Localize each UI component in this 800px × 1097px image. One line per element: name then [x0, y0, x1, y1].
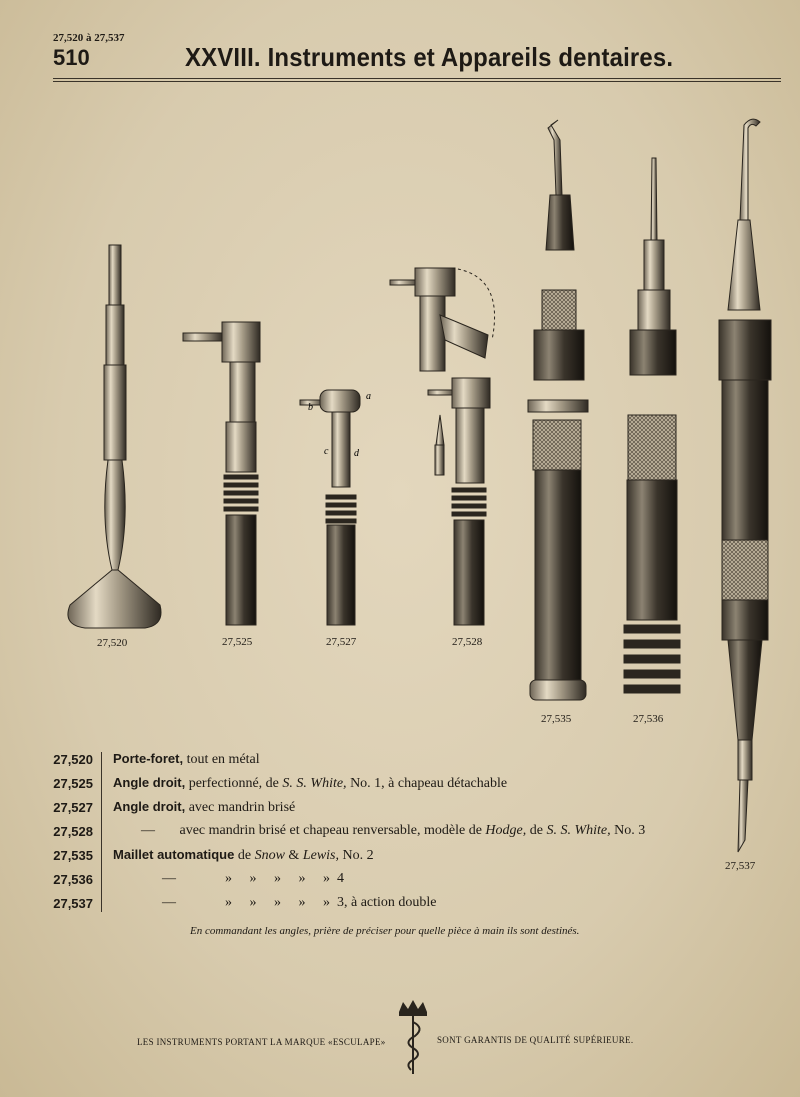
item-number: 27,520	[53, 752, 93, 767]
item-text: &	[284, 848, 303, 863]
page-number: 510	[53, 45, 90, 70]
label-c: c	[324, 446, 329, 457]
instrument-27536	[624, 158, 680, 693]
caption-27537: 27,537	[725, 860, 756, 872]
item-number: 27,528	[53, 824, 93, 839]
catalog-number-range: 27,520 à 27,537	[53, 32, 125, 44]
item-description	[141, 895, 437, 911]
caption-27525: 27,525	[222, 636, 253, 648]
footer-left-text: LES INSTRUMENTS PORTANT LA MARQUE «ESCULAPE»	[137, 1037, 386, 1047]
item-number: 27,527	[53, 800, 93, 815]
item-text: — avec mandrin brisé et chapeau renversable, modèle de	[141, 823, 486, 838]
item-number: 27,537	[53, 896, 93, 911]
item-name: Angle droit,	[113, 799, 186, 814]
esculape-emblem-icon	[395, 1000, 431, 1076]
item-text: de	[526, 823, 547, 838]
label-d: d	[354, 448, 359, 459]
item-maker: S. S. White,	[282, 776, 347, 791]
header-rule	[53, 78, 781, 79]
label-a: a	[366, 391, 371, 402]
caption-27528: 27,528	[452, 636, 483, 648]
instrument-27520	[68, 245, 161, 628]
item-description	[113, 751, 260, 768]
item-description	[113, 799, 295, 816]
item-text: No. 3	[610, 823, 646, 838]
caption-27520: 27,520	[97, 637, 128, 649]
item-text: perfectionné, de	[185, 776, 283, 791]
caption-27535: 27,535	[541, 713, 572, 725]
item-text: No. 2	[339, 848, 374, 863]
item-text: tout en métal	[183, 752, 260, 767]
page-title: XXVIII. Instruments et Appareils dentaires.	[185, 42, 674, 72]
footer-right-text: SONT GARANTIS DE QUALITÉ SUPÉRIEURE.	[437, 1035, 634, 1045]
item-maker: S. S. White,	[546, 823, 611, 838]
item-name: Angle droit,	[113, 775, 186, 790]
table-divider	[101, 752, 102, 912]
item-maker: Snow	[254, 848, 285, 863]
item-name: Porte-foret,	[113, 751, 184, 766]
instrument-27528	[390, 268, 495, 625]
instrument-27537	[719, 119, 771, 852]
instrument-27525	[183, 322, 260, 625]
instrument-27535	[528, 120, 588, 700]
item-description	[113, 775, 507, 792]
item-number: 27,535	[53, 848, 93, 863]
caption-27527: 27,527	[326, 636, 357, 648]
ordering-note: En commandant les angles, prière de préciser pour quelle pièce à main ils sont destinés.	[190, 925, 580, 937]
item-description	[113, 847, 374, 864]
item-number: 27,525	[53, 776, 93, 791]
item-description	[141, 823, 645, 839]
item-description	[141, 871, 344, 887]
item-text: de	[234, 848, 255, 863]
item-number: 27,536	[53, 872, 93, 887]
instrument-27527	[300, 390, 360, 625]
item-name: Maillet automatique	[113, 847, 235, 862]
item-text: No. 1, à chapeau détachable	[346, 776, 508, 791]
label-b: b	[308, 402, 313, 413]
caption-27536: 27,536	[633, 713, 664, 725]
item-maker: Lewis,	[302, 848, 339, 863]
item-text: — » » » » » 3, à action double	[141, 895, 437, 910]
item-text: avec mandrin brisé	[185, 800, 296, 815]
header-rule-secondary	[53, 81, 781, 82]
item-maker: Hodge,	[485, 823, 527, 838]
item-text: — » » » » » 4	[141, 871, 344, 886]
